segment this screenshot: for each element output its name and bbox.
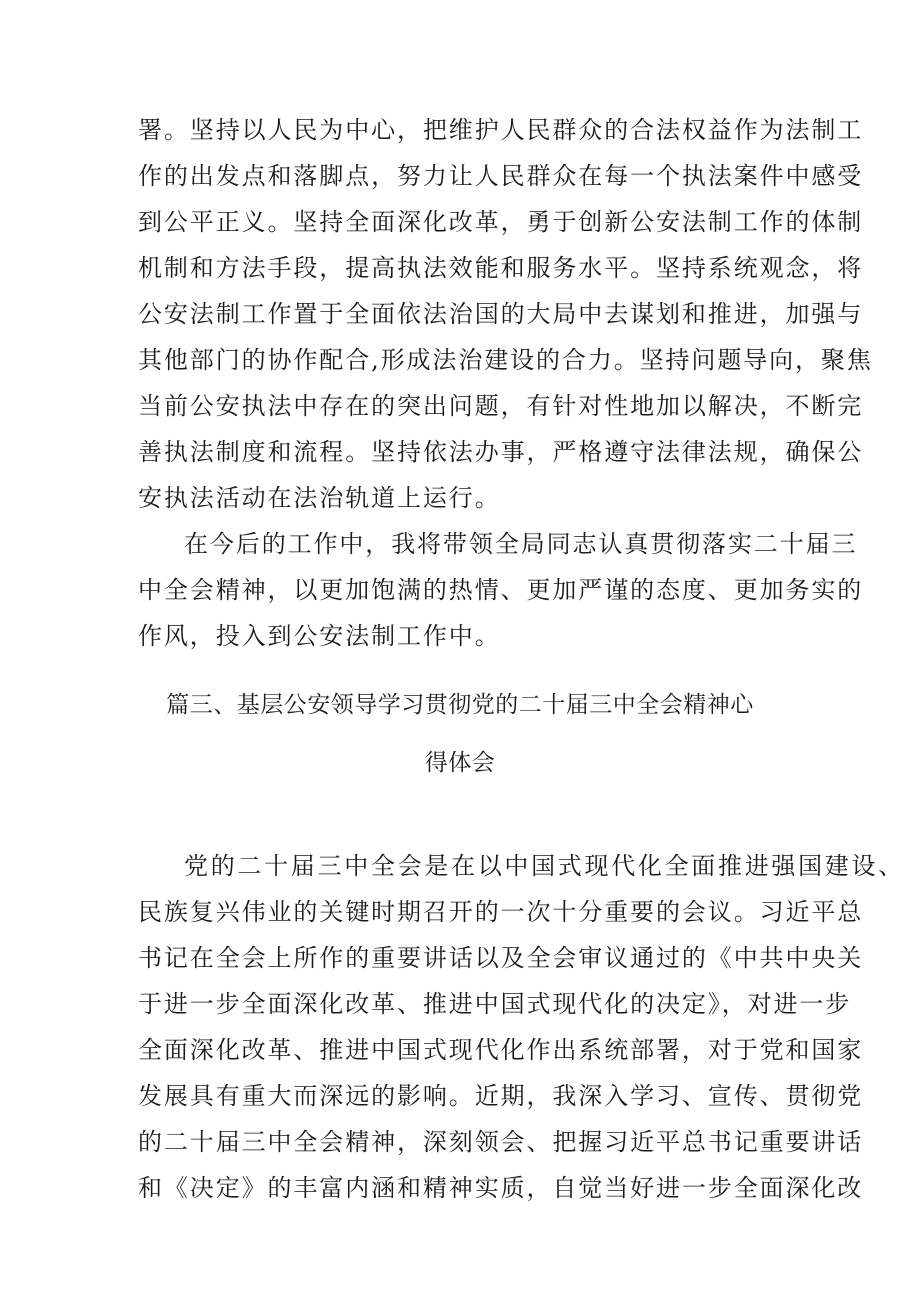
paragraph-line: 安执法活动在法治轨道上运行。 (138, 484, 501, 512)
paragraph-line: 民族复兴伟业的关键时期召开的一次十分重要的会议。习近平总 (138, 898, 864, 926)
paragraph-line: 在今后的工作中，我将带领全局同志认真贯彻落实二十届三 (184, 530, 858, 558)
section-heading: 得体会 (424, 750, 496, 776)
paragraph-line: 作的出发点和落脚点，努力让人民群众在每一个执法案件中感受 (138, 162, 864, 190)
paragraph-line: 和《决定》的丰富内涵和精神实质，自觉当好进一步全面深化改 (138, 1174, 864, 1202)
paragraph-line: 其他部门的协作配合,形成法治建设的合力。坚持问题导向，聚焦 (138, 346, 873, 374)
paragraph-line: 发展具有重大而深远的影响。近期，我深入学习、宣传、贯彻党 (138, 1082, 864, 1110)
paragraph-line: 于进一步全面深化改革、推进中国式现代化的决定》，对进一步 (138, 990, 852, 1018)
section-heading: 篇三、基层公安领导学习贯彻党的二十届三中全会精神心 (166, 692, 754, 718)
paragraph-line: 作风，投入到公安法制工作中。 (138, 622, 501, 650)
paragraph-line: 书记在全会上所作的重要讲话以及全会审议通过的《中共中央关 (138, 944, 864, 972)
paragraph-line: 当前公安执法中存在的突出问题，有针对性地加以解决，不断完 (138, 392, 864, 420)
paragraph-line: 机制和方法手段，提高执法效能和服务水平。坚持系统观念，将 (138, 254, 864, 282)
paragraph-line: 公安法制工作置于全面依法治国的大局中去谋划和推进，加强与 (138, 300, 864, 328)
paragraph-line: 全面深化改革、推进中国式现代化作出系统部署，对于党和国家 (138, 1036, 864, 1064)
paragraph-line: 善执法制度和流程。坚持依法办事，严格遵守法律法规，确保公 (138, 438, 864, 466)
paragraph-line: 中全会精神，以更加饱满的热情、更加严谨的态度、更加务实的 (138, 576, 864, 604)
paragraph-line: 党的二十届三中全会是在以中国式现代化全面推进强国建设、 (184, 852, 905, 880)
paragraph-line: 的二十届三中全会精神，深刻领会、把握习近平总书记重要讲话 (138, 1128, 864, 1156)
paragraph-line: 到公平正义。坚持全面深化改革，勇于创新公安法制工作的体制 (138, 208, 864, 236)
paragraph-line: 署。坚持以人民为中心，把维护人民群众的合法权益作为法制工 (138, 116, 864, 144)
